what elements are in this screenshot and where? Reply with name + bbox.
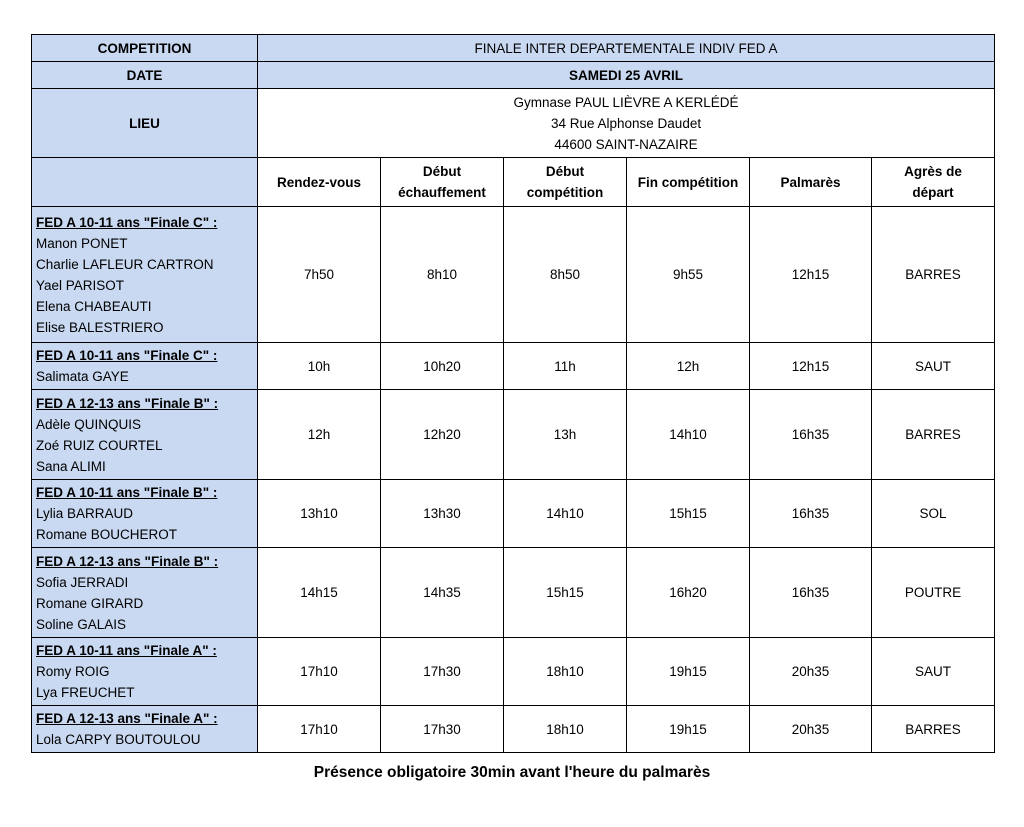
time-cell: 8h10 bbox=[381, 207, 504, 343]
group-title: FED A 10-11 ans "Finale C" : bbox=[36, 214, 218, 230]
time-cell: 12h15 bbox=[750, 343, 872, 390]
time-cell: 10h20 bbox=[381, 343, 504, 390]
athlete-name: Manon PONET bbox=[36, 235, 128, 251]
group-row bbox=[32, 548, 995, 638]
competition-label: COMPETITION bbox=[32, 35, 258, 62]
column-header-line: Agrès de bbox=[904, 164, 962, 179]
group-row bbox=[32, 480, 995, 548]
time-cell: 9h55 bbox=[627, 207, 750, 343]
lieu-value bbox=[258, 89, 995, 158]
apparatus-cell: SOL bbox=[872, 480, 995, 548]
date-value: SAMEDI 25 AVRIL bbox=[258, 62, 995, 89]
date-label: DATE bbox=[32, 62, 258, 89]
athlete-name: Charlie LAFLEUR CARTRON bbox=[36, 256, 214, 272]
athlete-name: Elena CHABEAUTI bbox=[36, 298, 152, 314]
apparatus-cell: BARRES bbox=[872, 706, 995, 753]
time-cell: 20h35 bbox=[750, 638, 872, 706]
time-cell: 19h15 bbox=[627, 638, 750, 706]
group-title: FED A 12-13 ans "Finale A" : bbox=[36, 711, 218, 726]
athlete-name: Romy ROIG bbox=[36, 664, 110, 679]
apparatus-cell: POUTRE bbox=[872, 548, 995, 638]
time-cell: 14h35 bbox=[381, 548, 504, 638]
time-cell: 7h50 bbox=[258, 207, 381, 343]
schedule-body bbox=[32, 35, 995, 753]
athlete-name: Lylia BARRAUD bbox=[36, 506, 134, 521]
time-cell: 12h bbox=[258, 390, 381, 480]
athlete-name: Zoé RUIZ COURTEL bbox=[36, 437, 163, 453]
time-cell: 13h30 bbox=[381, 480, 504, 548]
column-header bbox=[627, 158, 750, 207]
corner-cell bbox=[32, 158, 258, 207]
athlete-name: Lola CARPY BOUTOULOU bbox=[36, 732, 201, 747]
athlete-name: Sofia JERRADI bbox=[36, 574, 129, 590]
group-title: FED A 10-11 ans "Finale B" : bbox=[36, 485, 218, 500]
group-row bbox=[32, 390, 995, 480]
lieu-label: LIEU bbox=[32, 89, 258, 158]
time-cell: 14h10 bbox=[504, 480, 627, 548]
column-header-line: Rendez-vous bbox=[276, 174, 361, 190]
group-cell bbox=[32, 480, 258, 548]
time-cell: 20h35 bbox=[750, 706, 872, 753]
apparatus-cell: SAUT bbox=[872, 343, 995, 390]
column-header-line: Palmarès bbox=[780, 174, 841, 190]
lieu-line: 34 Rue Alphonse Daudet bbox=[550, 115, 702, 131]
athlete-name: Elise BALESTRIERO bbox=[36, 319, 164, 335]
athlete-name: Romane GIRARD bbox=[36, 595, 144, 611]
lieu-line: 44600 SAINT-NAZAIRE bbox=[554, 136, 698, 152]
time-cell: 12h20 bbox=[381, 390, 504, 480]
competition-row bbox=[32, 35, 995, 62]
group-row bbox=[32, 706, 995, 753]
schedule-table bbox=[31, 34, 995, 753]
time-cell: 14h15 bbox=[258, 548, 381, 638]
athlete-name: Salimata GAYE bbox=[36, 369, 129, 384]
group-cell bbox=[32, 207, 258, 343]
date-row bbox=[32, 62, 995, 89]
time-cell: 12h bbox=[627, 343, 750, 390]
time-cell: 19h15 bbox=[627, 706, 750, 753]
group-row bbox=[32, 343, 995, 390]
time-cell: 16h35 bbox=[750, 548, 872, 638]
column-header-line: compétition bbox=[526, 185, 604, 200]
group-cell bbox=[32, 343, 258, 390]
time-cell: 18h10 bbox=[504, 706, 627, 753]
column-header bbox=[750, 158, 872, 207]
time-cell: 14h10 bbox=[627, 390, 750, 480]
group-title: FED A 12-13 ans "Finale B" : bbox=[36, 553, 219, 569]
athlete-name: Lya FREUCHET bbox=[36, 685, 135, 700]
footer-note: Présence obligatoire 30min avant l'heure du palmarès bbox=[313, 764, 711, 781]
group-cell bbox=[32, 638, 258, 706]
lieu-line: Gymnase PAUL LIÈVRE A KERLÉDÉ bbox=[513, 94, 739, 110]
column-header bbox=[504, 158, 627, 207]
time-cell: 17h30 bbox=[381, 638, 504, 706]
column-header bbox=[258, 158, 381, 207]
time-cell: 15h15 bbox=[504, 548, 627, 638]
group-title: FED A 10-11 ans "Finale C" : bbox=[36, 348, 218, 363]
column-header-line: Début bbox=[422, 164, 462, 179]
time-cell: 10h bbox=[258, 343, 381, 390]
time-cell: 17h30 bbox=[381, 706, 504, 753]
athlete-name: Adèle QUINQUIS bbox=[36, 416, 142, 432]
column-header-line: Début bbox=[545, 164, 585, 179]
athlete-name: Yael PARISOT bbox=[36, 277, 125, 293]
time-cell: 8h50 bbox=[504, 207, 627, 343]
time-cell: 17h10 bbox=[258, 638, 381, 706]
column-header-row bbox=[32, 158, 995, 207]
lieu-row bbox=[32, 89, 995, 158]
column-header-line: Fin compétition bbox=[637, 174, 739, 190]
column-header bbox=[381, 158, 504, 207]
group-cell bbox=[32, 390, 258, 480]
athlete-name: Sana ALIMI bbox=[36, 458, 106, 474]
group-row bbox=[32, 207, 995, 343]
time-cell: 13h10 bbox=[258, 480, 381, 548]
time-cell: 12h15 bbox=[750, 207, 872, 343]
competition-value: FINALE INTER DEPARTEMENTALE INDIV FED A bbox=[258, 35, 995, 62]
time-cell: 18h10 bbox=[504, 638, 627, 706]
time-cell: 15h15 bbox=[627, 480, 750, 548]
column-header-line: échauffement bbox=[398, 185, 486, 200]
athlete-name: Romane BOUCHEROT bbox=[36, 527, 178, 542]
apparatus-cell: SAUT bbox=[872, 638, 995, 706]
group-row bbox=[32, 638, 995, 706]
group-title: FED A 10-11 ans "Finale A" : bbox=[36, 643, 217, 658]
group-cell bbox=[32, 548, 258, 638]
group-cell bbox=[32, 706, 258, 753]
time-cell: 17h10 bbox=[258, 706, 381, 753]
column-header bbox=[872, 158, 995, 207]
time-cell: 16h35 bbox=[750, 480, 872, 548]
athlete-name: Soline GALAIS bbox=[36, 616, 127, 632]
group-title: FED A 12-13 ans "Finale B" : bbox=[36, 395, 219, 411]
apparatus-cell: BARRES bbox=[872, 390, 995, 480]
time-cell: 16h20 bbox=[627, 548, 750, 638]
apparatus-cell: BARRES bbox=[872, 207, 995, 343]
time-cell: 13h bbox=[504, 390, 627, 480]
column-header-line: départ bbox=[912, 185, 954, 200]
time-cell: 16h35 bbox=[750, 390, 872, 480]
time-cell: 11h bbox=[504, 343, 627, 390]
